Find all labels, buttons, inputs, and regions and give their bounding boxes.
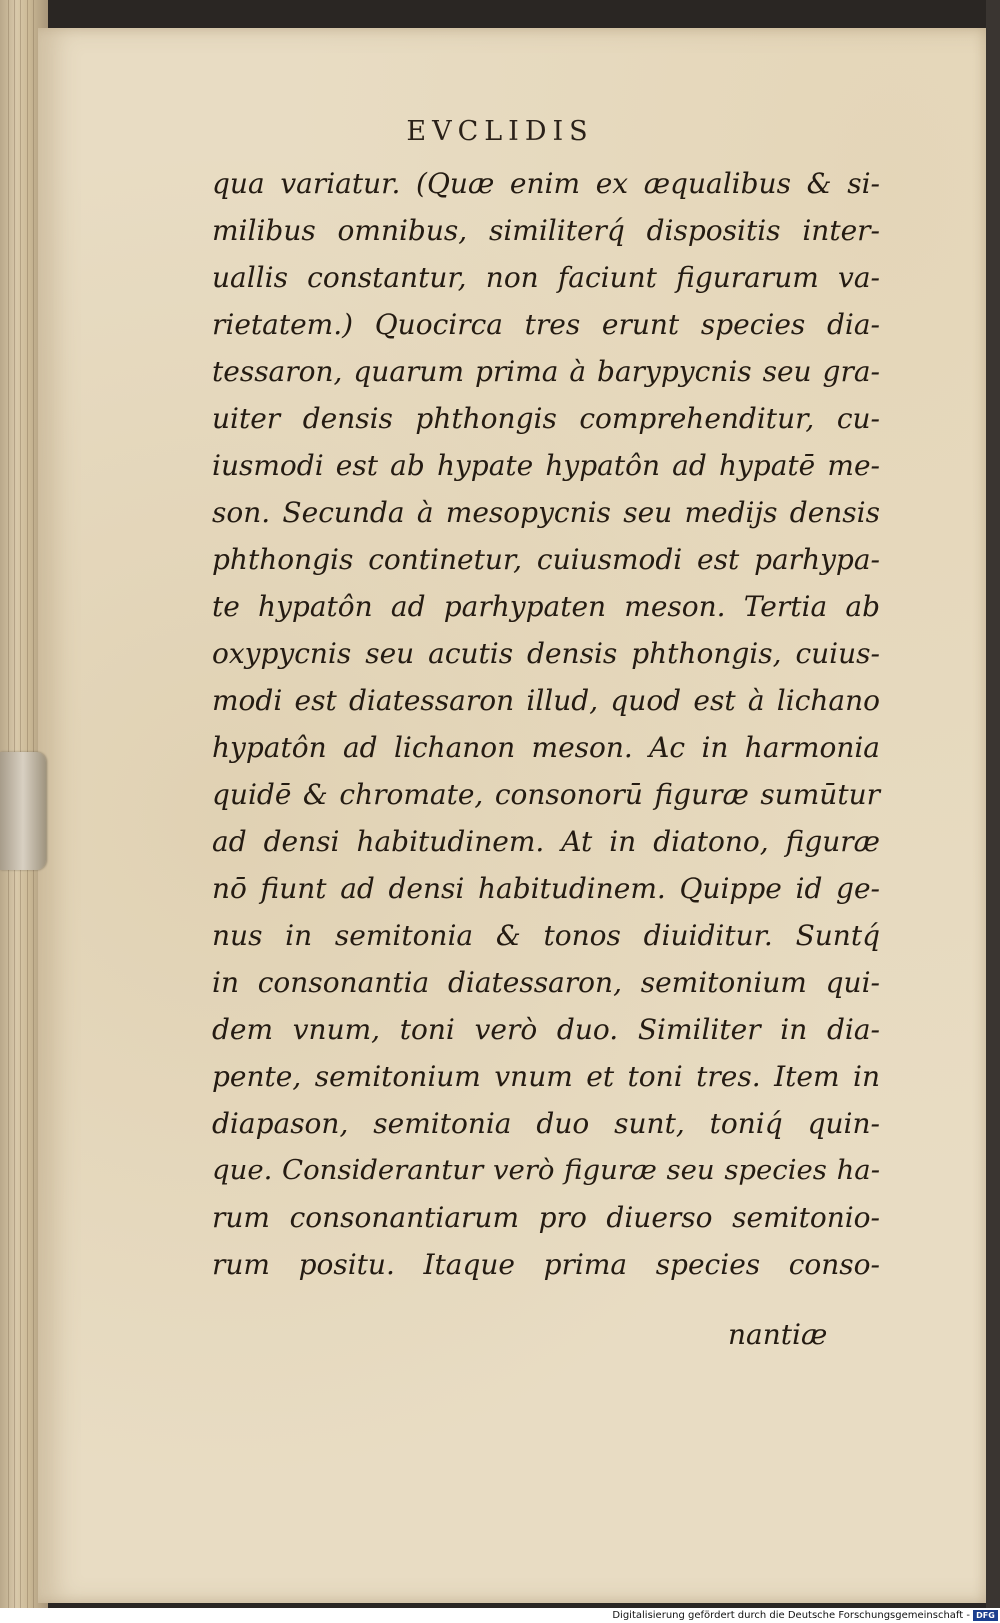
book-clasp (0, 752, 46, 870)
text-line: nus in semitonia & tonos diuiditur. Suntq́ (212, 919, 880, 952)
text-line: modi est diatessaron illud, quod est à lichano (212, 684, 880, 717)
scan-border (986, 0, 1000, 1608)
text-line: nō fiunt ad densi habitudinem. Quippe id ge- (212, 872, 880, 905)
funding-credit: Digitalisierung gefördert durch die Deutsche Forschungsgemeinschaft - (612, 1610, 970, 1621)
page-text (212, 160, 880, 1288)
catchword: nantiæ (728, 1318, 828, 1351)
text-line: iusmodi est ab hypate hypatôn ad hypatē me- (212, 449, 880, 482)
text-line: oxypycnis seu acutis densis phthongis, cuius- (212, 637, 880, 670)
text-line: quidē & chromate, consonorū figuræ sumūtur (212, 778, 880, 811)
text-line: te hypatôn ad parhypaten meson. Tertia ab (212, 590, 880, 623)
running-head: EVCLIDIS (406, 116, 594, 147)
text-line: ad densi habitudinem. At in diatono, figuræ (212, 825, 880, 858)
text-line: diapason, semitonia duo sunt, toniq́ quin- (212, 1107, 880, 1140)
text-line: milibus omnibus, similiterq́ dispositis inter- (212, 214, 880, 247)
text-line: uiter densis phthongis comprehenditur, cu- (212, 402, 880, 435)
digitization-footer (0, 1608, 1000, 1623)
dfg-logo: DFG (973, 1610, 998, 1621)
text-line: dem vnum, toni verò duo. Similiter in dia- (212, 1013, 880, 1046)
text-line: rum consonantiarum pro diuerso semitonio- (212, 1201, 880, 1234)
text-line: que. Considerantur verò figuræ seu species ha- (212, 1154, 880, 1186)
text-line: qua variatur. (Quæ enim ex æqualibus & si- (212, 167, 880, 200)
text-line: phthongis continetur, cuiusmodi est parhypa- (212, 543, 880, 576)
text-line: rum positu. Itaque prima species conso- (212, 1248, 880, 1281)
text-line: rietatem.) Quocirca tres erunt species dia- (212, 308, 880, 341)
text-line: uallis constantur, non faciunt figurarum va- (212, 261, 880, 294)
text-line: hypatôn ad lichanon meson. Ac in harmonia (212, 731, 880, 764)
text-line: tessaron, quarum prima à barypycnis seu gra- (212, 355, 880, 388)
text-line: in consonantia diatessaron, semitonium qui- (212, 966, 880, 999)
text-line: son. Secunda à mesopycnis seu medijs densis (212, 496, 880, 529)
text-line: pente, semitonium vnum et toni tres. Item in (212, 1060, 880, 1093)
